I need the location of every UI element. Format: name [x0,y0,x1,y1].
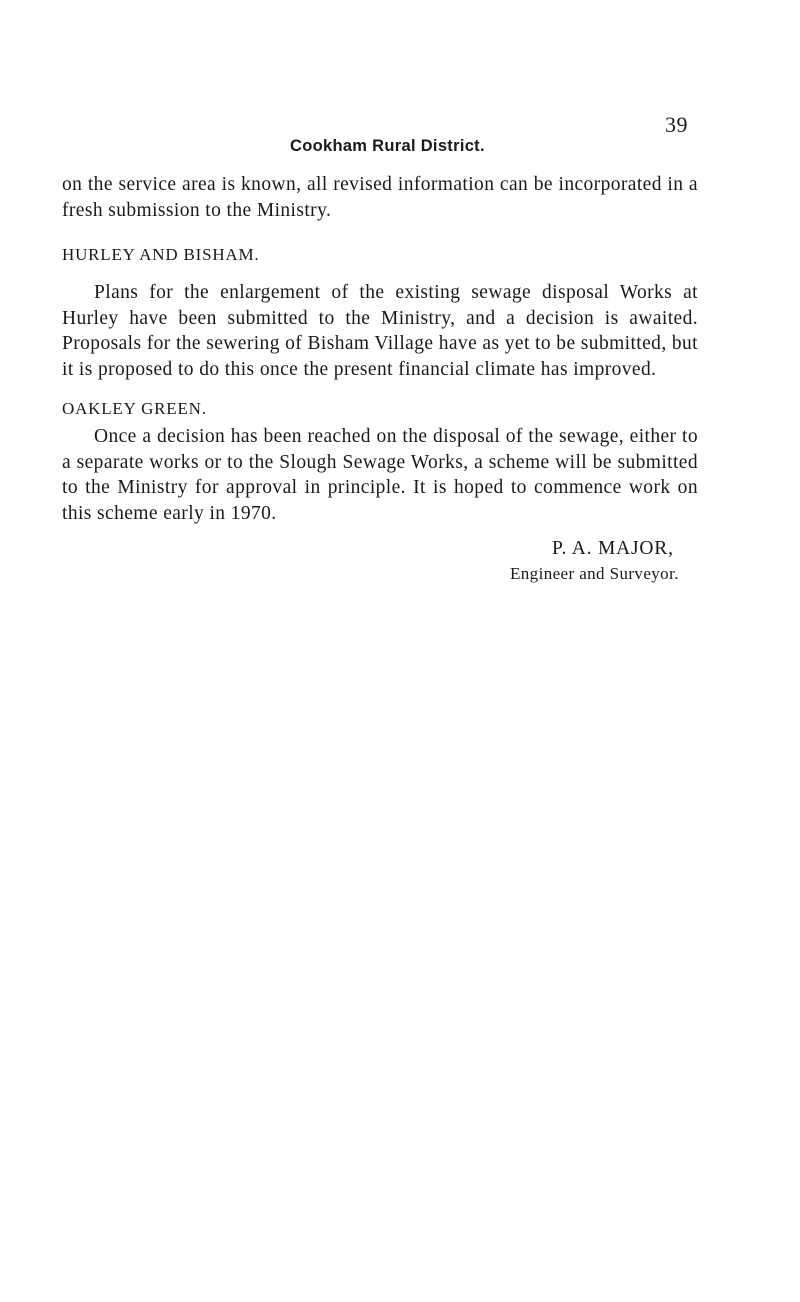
section-heading-oakley-green: OAKLEY GREEN. [62,399,207,418]
section-heading-hurley-bisham: HURLEY AND BISHAM. [62,245,260,264]
paragraph-oakley-green: Once a decision has been reached on the disposal of the sewage, either to a separate works or to the Slough Sewage Works, a scheme will be submitted to the Ministry for approval in principle. It is hoped to commence work on this scheme early in 1970. [62,426,698,524]
running-head: Cookham Rural District. [290,137,485,155]
paragraph-hurley-bisham: Plans for the enlargement of the existing sewage disposal Works at Hurley have been submitted to the Ministry, and a decision is awaited. Proposals for the sewering of Bisham Village have as yet to be submitted, but it is proposed to do this once the present financial climate has improved. [62,282,698,380]
intro-paragraph: on the service area is known, all revised information can be incorporated in a fresh submission to the Ministry. [62,174,698,221]
signature-name: P. A. MAJOR, [552,538,674,559]
signature-title: Engineer and Surveyor. [510,564,679,583]
page-number: 39 [665,112,688,137]
